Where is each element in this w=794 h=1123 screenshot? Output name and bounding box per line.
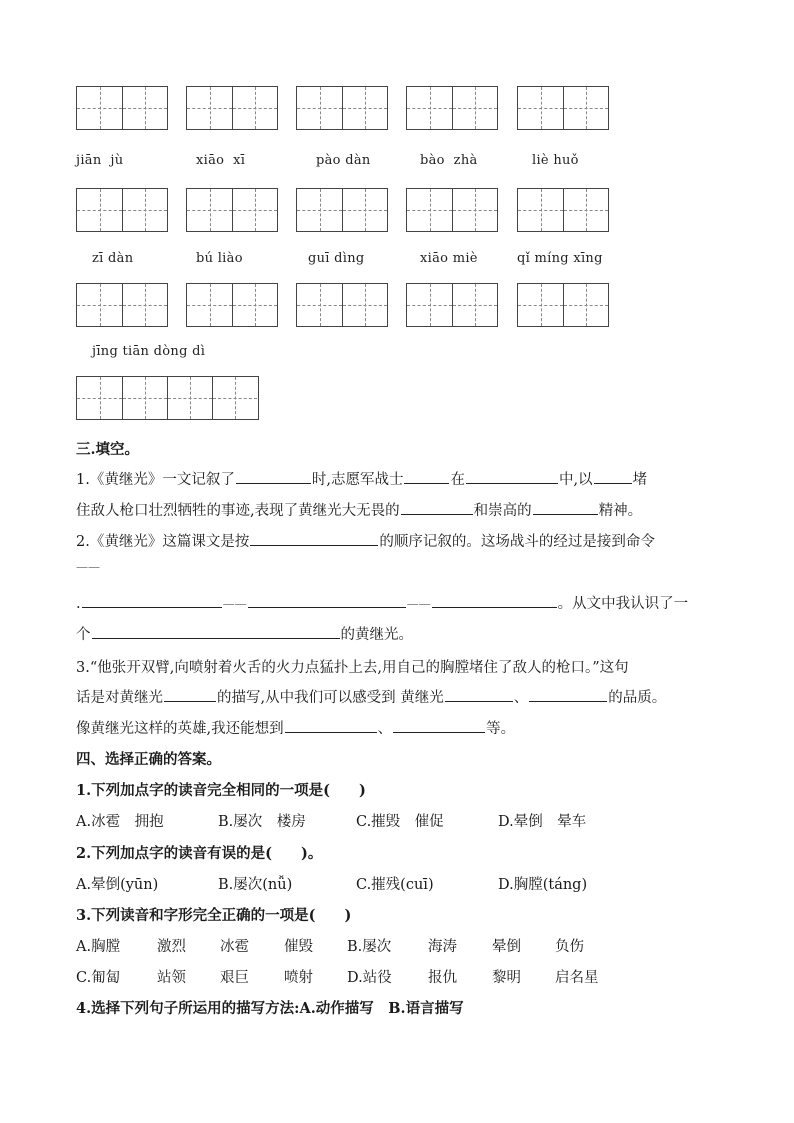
writing-grid[interactable]: [517, 86, 609, 130]
section-heading: 三.填空。: [76, 441, 140, 458]
answer-blank[interactable]: [401, 500, 473, 515]
fill-question-1-cont: 住敌人枪口壮烈牺牲的事迹,表现了黄继光大无畏的 和崇高的 精神。: [76, 499, 642, 520]
writing-grid[interactable]: [186, 283, 278, 327]
answer-blank[interactable]: [236, 469, 311, 484]
writing-grid[interactable]: [296, 283, 388, 327]
pinyin-label: jīng tiān dòng dì: [92, 344, 206, 359]
writing-grid-long[interactable]: [76, 376, 259, 420]
choice-option[interactable]: C.摧残(cuī): [356, 877, 434, 893]
pinyin-label: zī dàn: [92, 251, 134, 266]
choice-option[interactable]: D.晕倒 晕车: [498, 814, 587, 830]
writing-grid[interactable]: [186, 86, 278, 130]
choice-word: 冰雹: [220, 939, 249, 955]
choice-word: 激烈: [157, 939, 186, 955]
answer-blank[interactable]: [594, 469, 632, 484]
writing-grid[interactable]: [406, 86, 498, 130]
choice-word: 报仇: [428, 970, 457, 986]
answer-blank[interactable]: [250, 531, 378, 546]
answer-blank[interactable]: [404, 469, 449, 484]
answer-blank[interactable]: [529, 687, 607, 702]
writing-grid[interactable]: [76, 188, 168, 232]
writing-grid[interactable]: [186, 188, 278, 232]
writing-grid[interactable]: [517, 283, 609, 327]
choice-word: 负伤: [555, 939, 584, 955]
fill-question-3-cont: 话是对黄继光 的描写,从中我们可以感受到 黄继光 、 的品质。: [76, 686, 666, 707]
pinyin-label: xiāo miè: [420, 251, 478, 266]
choice-option[interactable]: D.站役: [347, 970, 392, 986]
writing-grid[interactable]: [406, 283, 498, 327]
choice-word: 艰巨: [220, 970, 249, 986]
answer-blank[interactable]: [432, 593, 557, 608]
choice-option[interactable]: A.晕倒(yūn): [76, 877, 159, 893]
pinyin-label: liè huǒ: [532, 153, 579, 168]
writing-grid[interactable]: [76, 86, 168, 130]
writing-grid[interactable]: [406, 188, 498, 232]
writing-grid[interactable]: [76, 283, 168, 327]
pinyin-label: pào dàn: [316, 153, 371, 168]
answer-blank[interactable]: [533, 500, 598, 515]
fill-question-3: 3.“他张开双臂,向喷射着火舌的火力点猛扑上去,用自己的胸膛堵住了敌人的枪口。”这句: [76, 660, 629, 676]
answer-blank[interactable]: [466, 469, 558, 484]
choice-word: 晕倒: [492, 939, 521, 955]
writing-grid[interactable]: [517, 188, 609, 232]
answer-blank[interactable]: [248, 593, 406, 608]
answer-blank[interactable]: [92, 624, 340, 639]
pinyin-label: qǐ míng xīng: [517, 251, 603, 266]
choice-word: 站领: [157, 970, 186, 986]
dash-mark: ——: [76, 560, 100, 574]
fill-question-2-cont: . —— —— 。从文中我认识了一: [76, 592, 688, 613]
writing-grid[interactable]: [296, 86, 388, 130]
fill-question-1: 1.《黄继光》一文记叙了 时,志愿军战士 在 中,以 堵: [76, 468, 647, 489]
fill-question-2: 2.《黄继光》这篇课文是按 的顺序记叙的。这场战斗的经过是接到命令: [76, 530, 655, 551]
answer-blank[interactable]: [393, 718, 485, 733]
choice-option[interactable]: A.冰雹 拥抱: [76, 814, 164, 830]
pinyin-label: guī dìng: [308, 251, 365, 266]
choice-question-2: 2.下列加点字的读音有误的是( )。: [76, 845, 323, 862]
pinyin-label: bú liào: [196, 251, 243, 266]
section-heading: 四、选择正确的答案。: [76, 751, 221, 768]
choice-option[interactable]: D.胸膛(táng): [498, 877, 588, 893]
writing-grid[interactable]: [296, 188, 388, 232]
choice-question-3: 3.下列读音和字形完全正确的一项是( ): [76, 907, 352, 924]
fill-question-2-end: 个 的黄继光。: [76, 623, 413, 644]
answer-blank[interactable]: [82, 593, 222, 608]
choice-option[interactable]: A.胸膛: [76, 939, 121, 955]
choice-word: 催毁: [284, 939, 313, 955]
choice-word: 海涛: [428, 939, 457, 955]
choice-option[interactable]: C.摧毁 催促: [356, 814, 444, 830]
answer-blank[interactable]: [285, 718, 377, 733]
pinyin-label: bào zhà: [420, 153, 478, 168]
choice-word: 喷射: [284, 970, 313, 986]
choice-option[interactable]: C.匍匐: [76, 970, 121, 986]
choice-option[interactable]: B.屡次(nǚ): [218, 877, 293, 893]
choice-question-1: 1.下列加点字的读音完全相同的一项是( ): [76, 782, 366, 799]
answer-blank[interactable]: [445, 687, 513, 702]
pinyin-label: jiān jù: [76, 153, 124, 168]
choice-option[interactable]: B.屡次: [347, 939, 392, 955]
fill-question-3-end: 像黄继光这样的英雄,我还能想到 、 等。: [76, 717, 515, 738]
choice-word: 启名星: [555, 970, 599, 986]
choice-question-4: 4.选择下列句子所运用的描写方法:A.动作描写 B.语言描写: [76, 1000, 464, 1017]
pinyin-label: xiāo xī: [196, 153, 246, 168]
choice-word: 黎明: [492, 970, 521, 986]
answer-blank[interactable]: [164, 687, 216, 702]
choice-option[interactable]: B.屡次 楼房: [218, 814, 306, 830]
